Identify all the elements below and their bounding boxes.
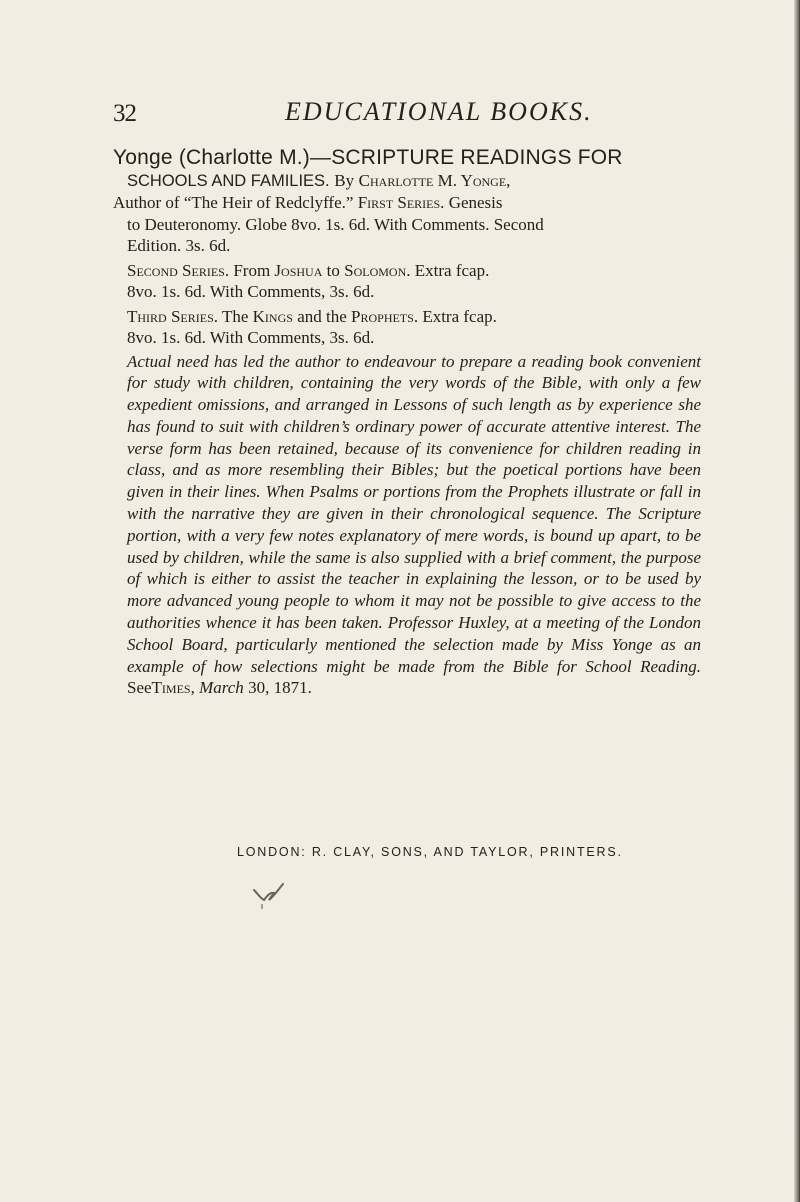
catalogue-entry — [113, 146, 701, 699]
third-series-price: 8vo. 1s. 6d. With Comments, 3s. 6d. — [127, 328, 375, 347]
third-series-and-the: and the — [297, 306, 347, 326]
ink-mark-icon — [250, 880, 290, 912]
first-series-label: First Series. — [357, 193, 445, 212]
first-series-line3 — [127, 235, 701, 257]
second-series-to: to — [326, 260, 340, 280]
second-series-fcap: Extra fcap. — [414, 260, 490, 280]
second-series-line2 — [127, 281, 701, 303]
entry-title-continuation — [127, 170, 701, 192]
printers-imprint: LONDON: R. CLAY, SONS, AND TAYLOR, PRINTERS. — [237, 845, 623, 859]
notice-date-month: March — [199, 678, 244, 698]
third-series-line2 — [127, 327, 701, 349]
first-series-desc-b: to Deuteronomy. Globe 8vo. — [127, 214, 321, 234]
author-byline: Charlotte M. Yonge, — [358, 171, 511, 190]
notice-date: 30, 1871. — [248, 678, 312, 698]
by-word: By — [334, 171, 355, 190]
notice-see: See — [127, 678, 152, 698]
work-title-line2: SCHOOLS AND FAMILIES. — [127, 172, 330, 190]
third-series-label: Third Series. — [127, 306, 219, 326]
press-notice — [127, 351, 701, 700]
page-header — [113, 97, 713, 131]
first-series-price: 1s. 6d. — [325, 214, 371, 234]
first-series-line2 — [127, 214, 701, 236]
title-dash: — — [310, 146, 332, 169]
third-series-prophets: Prophets. — [351, 306, 419, 326]
second-series-price: 8vo. 1s. 6d. With Comments, 3s. 6d. — [127, 282, 375, 301]
first-series-line1 — [113, 192, 701, 214]
notice-times: Times, — [151, 678, 195, 698]
author-of: Author of “The Heir of Redclyffe.” — [113, 193, 354, 212]
second-series-line1 — [127, 260, 701, 282]
first-series-desc-a: Genesis — [448, 193, 503, 212]
third-series-line1 — [127, 306, 701, 328]
second-series-solomon: Solomon. — [344, 260, 411, 280]
page-number: 32 — [113, 100, 136, 127]
second-series-from: From — [233, 260, 271, 280]
first-series-comments: With Comments. Second — [373, 214, 544, 234]
second-series-joshua: Joshua — [274, 260, 323, 280]
entry-author: Yonge (Charlotte M.) — [113, 146, 310, 169]
third-series-the: The — [221, 306, 249, 326]
scan-edge — [794, 0, 800, 1202]
second-series-label: Second Series. — [127, 260, 230, 280]
running-head: EDUCATIONAL BOOKS. — [285, 97, 593, 126]
entry-title-line — [113, 146, 701, 170]
first-series-edition: Edition. 3s. 6d. — [127, 236, 231, 255]
work-title-line1: SCRIPTURE READINGS FOR — [331, 146, 623, 169]
third-series-fcap: Extra fcap. — [422, 306, 497, 326]
notice-text: Actual need has led the author to endeavour to prepare a reading book convenient for study with children, containing the very words of the Bible, with only a few expedient omissions, and arranged in Lessons of such length as by experience she has found to suit with children’s ordinary power of accurate attentive interest. The verse form has been retained, because of its convenience for children reading in class, and as more resembling their Bibles; but the poetical portions have been given in their lines. When Psalms or portions from the Prophets illustrate or fall in with the narrative they are given in their chronological sequence. The Scripture portion, with a very few notes explanatory of mere words, is bound up apart, to be used by children, while the same is also supplied with a brief comment, the purpose of which is either to assist the teacher in explaining the lesson, or to be used by more advanced young people to whom it may not be possible to give access to the authorities whence it has been taken. Professor Huxley, at a meeting of the London School Board, particularly mentioned the selection made by Miss Yonge as an example of how selections might be made from the Bible for School Reading. — [127, 351, 701, 676]
third-series-kings: Kings — [252, 306, 293, 326]
